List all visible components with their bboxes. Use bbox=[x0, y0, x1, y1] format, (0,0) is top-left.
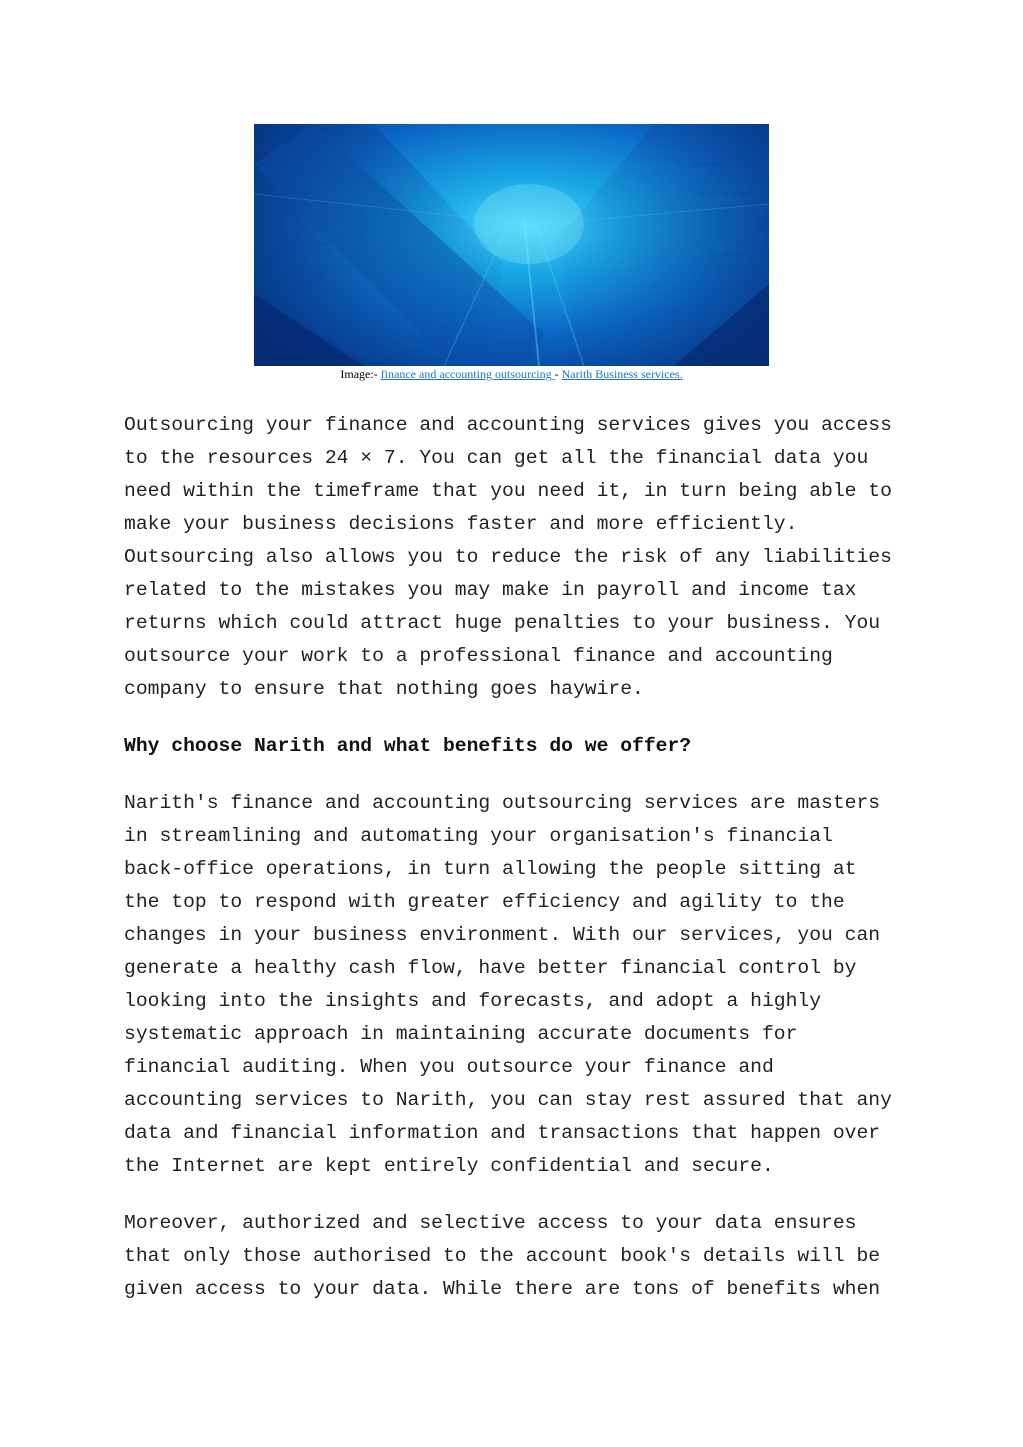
text-line: the top to respond with greater efficiency and agility to the bbox=[124, 891, 845, 913]
text-line: Narith's finance and accounting outsourcing services are masters bbox=[124, 792, 881, 814]
heading-text: Why choose Narith and what benefits do we offer? bbox=[124, 735, 692, 757]
text-line: returns which could attract huge penalties to your business. You bbox=[124, 612, 881, 634]
text-line: in streamlining and automating your organisation's financial bbox=[124, 825, 833, 847]
text-line: related to the mistakes you may make in payroll and income tax bbox=[124, 579, 857, 601]
skyscraper-photo bbox=[254, 124, 769, 366]
text-line: outsource your work to a professional finance and accounting bbox=[124, 645, 833, 667]
paragraph-outsourcing bbox=[124, 409, 914, 706]
text-line: back-office operations, in turn allowing the people sitting at bbox=[124, 858, 857, 880]
caption-separator: - bbox=[554, 367, 562, 381]
text-line: changes in your business environment. With our services, you can bbox=[124, 924, 881, 946]
text-line: accounting services to Narith, you can stay rest assured that any bbox=[124, 1089, 892, 1111]
text-line: need within the timeframe that you need it, in turn being able to bbox=[124, 480, 892, 502]
text-line: to the resources 24 × 7. You can get all the financial data you bbox=[124, 447, 869, 469]
caption-prefix: Image:- bbox=[340, 367, 381, 381]
section-heading bbox=[124, 730, 914, 763]
image-caption bbox=[0, 367, 1023, 382]
text-line: generate a healthy cash flow, have better financial control by bbox=[124, 957, 857, 979]
article-body bbox=[124, 409, 914, 1306]
paragraph-access bbox=[124, 1207, 914, 1306]
text-line: Moreover, authorized and selective access to your data ensures bbox=[124, 1212, 857, 1234]
text-line: Outsourcing your finance and accounting services gives you access bbox=[124, 414, 892, 436]
caption-link-finance-outsourcing[interactable]: finance and accounting outsourcing bbox=[380, 367, 555, 381]
text-line: data and financial information and transactions that happen over bbox=[124, 1122, 881, 1144]
text-line: looking into the insights and forecasts, and adopt a highly bbox=[124, 990, 822, 1012]
paragraph-benefits bbox=[124, 787, 914, 1183]
text-line: Outsourcing also allows you to reduce the risk of any liabilities bbox=[124, 546, 892, 568]
text-line: systematic approach in maintaining accurate documents for bbox=[124, 1023, 798, 1045]
text-line: the Internet are kept entirely confidential and secure. bbox=[124, 1155, 774, 1177]
hero-image bbox=[254, 124, 769, 366]
text-line: make your business decisions faster and more efficiently. bbox=[124, 513, 798, 535]
text-line: company to ensure that nothing goes haywire. bbox=[124, 678, 644, 700]
text-line: given access to your data. While there are tons of benefits when bbox=[124, 1278, 881, 1300]
caption-link-narith[interactable]: Narith Business services. bbox=[561, 367, 683, 381]
text-line: that only those authorised to the account book's details will be bbox=[124, 1245, 881, 1267]
text-line: financial auditing. When you outsource your finance and bbox=[124, 1056, 774, 1078]
